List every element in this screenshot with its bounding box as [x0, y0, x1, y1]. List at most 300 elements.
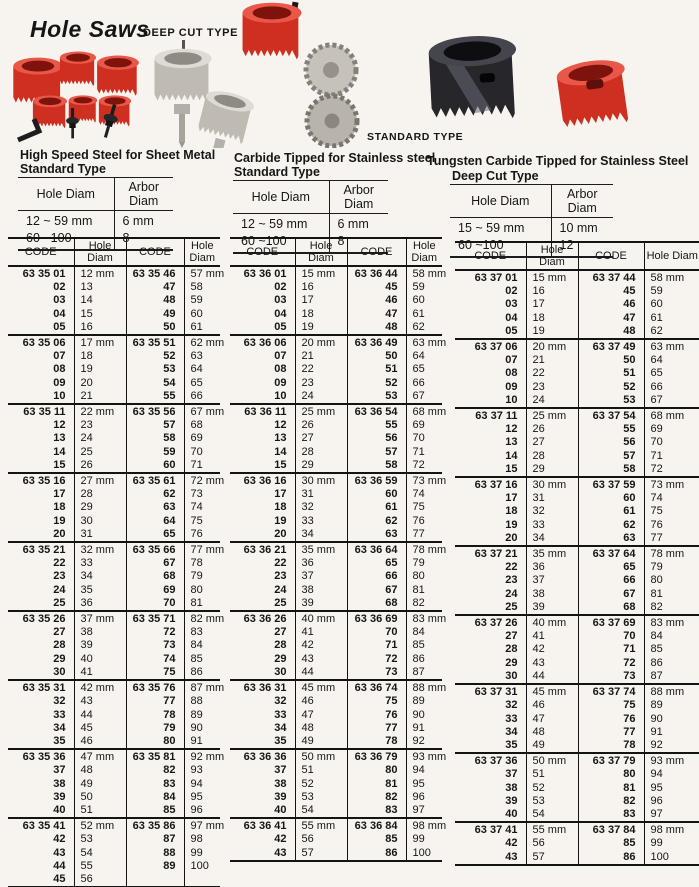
diam-cell: 89 — [184, 709, 220, 722]
code-cell: 66 — [347, 570, 406, 583]
diam-cell: 58 — [184, 281, 220, 294]
spec-cell: 6 mm — [329, 214, 388, 233]
code-cell: 40 — [53, 803, 66, 816]
spec-cell: 12 — [551, 237, 613, 258]
row-group — [230, 818, 447, 861]
diam-cell: 28 — [526, 450, 578, 463]
code-cell: 63 37 01 — [474, 272, 518, 284]
code-cell: 63 36 06 — [243, 337, 287, 350]
diam-cell: 94 — [184, 778, 220, 791]
table-row — [455, 477, 699, 492]
table-row — [8, 432, 220, 445]
diam-cell: 89 — [406, 695, 442, 708]
code-cell: 63 36 49 — [347, 335, 406, 350]
diam-cell: 43 — [74, 695, 126, 708]
row-group — [8, 749, 225, 818]
code-cell: 63 36 64 — [347, 542, 406, 557]
diam-cell: 18 — [74, 350, 126, 363]
diam-cell: 42 mm — [74, 680, 126, 695]
table-row — [455, 408, 699, 423]
diam-cell: 72 — [406, 459, 442, 473]
code-cell: 88 — [126, 847, 184, 860]
diam-cell: 27 — [295, 432, 347, 445]
code-cell: 64 — [126, 515, 184, 528]
code-cell: 43 — [274, 846, 287, 859]
table-row — [8, 501, 220, 514]
spec-col-header: Hole Diam — [18, 178, 114, 211]
table-row — [455, 615, 699, 630]
table-row — [230, 404, 442, 419]
diam-cell: 23 — [74, 419, 126, 432]
table-row — [230, 570, 442, 583]
diam-cell: 12 mm — [74, 266, 126, 281]
code-cell: 43 — [505, 850, 518, 863]
table-row — [230, 695, 442, 708]
diam-cell: 95 — [184, 791, 220, 804]
code-cell: 78 — [578, 739, 644, 753]
code-cell: 17 — [274, 488, 287, 501]
diam-cell: 17 mm — [74, 335, 126, 350]
diam-cell: 45 — [74, 722, 126, 735]
code-cell: 63 37 64 — [578, 546, 644, 561]
table-row — [8, 377, 220, 390]
code-cell: 77 — [126, 695, 184, 708]
diam-cell: 62 — [644, 325, 699, 339]
table-row — [8, 266, 220, 281]
code-cell: 63 37 84 — [578, 822, 644, 837]
code-cell: 45 — [578, 285, 644, 298]
table-row — [8, 597, 220, 611]
col-header: Hole Diam — [526, 242, 578, 270]
code-cell: 46 — [347, 294, 406, 307]
table-row — [8, 749, 220, 764]
table-row — [230, 501, 442, 514]
spec-cell: 12 ~ 59 mm — [241, 217, 308, 231]
diam-cell: 62 — [406, 321, 442, 335]
diam-cell: 69 — [184, 432, 220, 445]
code-cell: 08 — [274, 363, 287, 376]
diam-cell: 59 — [184, 294, 220, 307]
diam-cell: 75 — [184, 515, 220, 528]
diam-cell: 15 — [74, 308, 126, 321]
diam-cell: 19 — [74, 363, 126, 376]
code-cell: 28 — [53, 639, 66, 652]
diam-cell: 34 — [295, 528, 347, 542]
table-row — [455, 436, 699, 449]
diam-cell: 68 mm — [644, 408, 699, 423]
table-row — [230, 281, 442, 294]
table-row — [8, 557, 220, 570]
diam-cell: 25 mm — [526, 408, 578, 423]
diam-cell: 13 — [74, 281, 126, 294]
code-cell: 76 — [347, 709, 406, 722]
table-row — [230, 335, 442, 350]
table-row — [230, 488, 442, 501]
diam-cell: 62 mm — [184, 335, 220, 350]
table-row — [230, 833, 442, 846]
code-cell: 55 — [126, 390, 184, 404]
diam-cell: 74 — [184, 501, 220, 514]
code-cell: 63 37 11 — [475, 410, 518, 423]
diam-cell: 16 — [74, 321, 126, 335]
diam-cell: 41 — [74, 666, 126, 680]
code-cell: 50 — [578, 354, 644, 367]
table-row — [8, 473, 220, 488]
code-cell: 72 — [578, 657, 644, 670]
code-cell: 13 — [505, 436, 518, 449]
hole-saw-set-photo — [13, 51, 139, 140]
diam-cell: 22 — [526, 367, 578, 380]
diam-cell: 76 — [644, 519, 699, 532]
code-cell: 28 — [274, 639, 287, 652]
col-header: Hole Diam — [74, 238, 126, 266]
table-row — [230, 321, 442, 335]
code-cell: 07 — [505, 354, 518, 367]
diam-cell: 19 — [295, 321, 347, 335]
diam-cell: 17 — [295, 294, 347, 307]
spec-row — [233, 214, 388, 233]
diam-cell: 28 — [295, 446, 347, 459]
code-cell: 58 — [578, 463, 644, 477]
diam-cell: 25 — [74, 446, 126, 459]
diam-cell: 93 — [184, 764, 220, 777]
row-group — [455, 753, 699, 822]
code-cell: 48 — [347, 321, 406, 335]
code-cell: 68 — [578, 601, 644, 615]
diam-cell: 71 — [406, 446, 442, 459]
code-cell: 33 — [505, 712, 518, 725]
code-cell: 63 36 79 — [347, 749, 406, 764]
table-row — [455, 588, 699, 601]
table-row — [230, 446, 442, 459]
code-cell: 10 — [505, 393, 518, 406]
code-cell: 05 — [53, 320, 66, 333]
code-cell: 38 — [274, 777, 287, 790]
code-cell: 42 — [505, 837, 518, 850]
code-cell: 04 — [505, 311, 518, 324]
code-cell: 63 37 69 — [578, 615, 644, 630]
spec-cell: 12 ~ 59 mm — [26, 214, 93, 228]
table-row — [8, 653, 220, 666]
diam-cell: 51 — [295, 764, 347, 777]
code-cell: 85 — [126, 804, 184, 818]
code-cell: 37 — [274, 764, 287, 777]
diam-cell: 77 — [406, 528, 442, 542]
diam-cell: 52 — [526, 782, 578, 795]
table-row — [8, 363, 220, 376]
code-cell: 35 — [53, 734, 66, 747]
code-cell: 18 — [274, 501, 287, 514]
code-cell: 27 — [505, 630, 518, 643]
code-cell: 51 — [347, 363, 406, 376]
diam-cell: 88 mm — [644, 684, 699, 699]
table-row — [230, 818, 442, 833]
code-cell: 30 — [274, 665, 287, 678]
code-cell: 30 — [53, 665, 66, 678]
code-cell: 05 — [274, 320, 287, 333]
spec-col-header: Arbor Diam — [114, 178, 173, 211]
spec-cell: 60 ~100 — [26, 230, 72, 245]
code-cell: 61 — [578, 505, 644, 518]
spec-col-header: Hole Diam — [233, 181, 329, 214]
diam-cell: 39 — [295, 597, 347, 611]
col-header: Hole Diam — [295, 238, 347, 266]
code-cell: 89 — [126, 860, 184, 873]
table-row — [455, 532, 699, 546]
code-cell: 51 — [578, 367, 644, 380]
code-cell: 63 35 16 — [22, 475, 66, 488]
code-cell: 78 — [347, 735, 406, 749]
code-cell: 08 — [53, 363, 66, 376]
table-row — [455, 643, 699, 656]
code-cell: 39 — [53, 790, 66, 803]
diam-cell: 61 — [184, 321, 220, 335]
code-cell: 63 35 51 — [126, 335, 184, 350]
code-cell: 63 35 56 — [126, 404, 184, 419]
code-cell: 85 — [578, 837, 644, 850]
code-cell: 83 — [126, 778, 184, 791]
table-row — [455, 601, 699, 615]
code-cell: 23 — [53, 570, 66, 583]
diam-cell: 44 — [526, 670, 578, 684]
diam-cell: 35 — [74, 584, 126, 597]
code-cell: 09 — [53, 376, 66, 389]
table-row — [8, 847, 220, 860]
table-row — [230, 350, 442, 363]
diam-cell: 26 — [74, 459, 126, 473]
diam-cell: 60 — [644, 298, 699, 311]
diam-cell: 64 — [184, 363, 220, 376]
subtable-1 — [8, 237, 225, 887]
diam-cell: 60 — [184, 308, 220, 321]
code-cell: 67 — [347, 584, 406, 597]
table-row — [455, 561, 699, 574]
diam-cell: 50 mm — [526, 753, 578, 768]
diam-cell: 33 — [295, 515, 347, 528]
code-cell: 57 — [126, 419, 184, 432]
diam-cell: 41 — [526, 630, 578, 643]
diam-cell: 93 mm — [406, 749, 442, 764]
code-cell: 50 — [126, 321, 184, 335]
diam-cell: 96 — [406, 791, 442, 804]
diam-cell: 40 mm — [295, 611, 347, 626]
code-cell: 63 35 76 — [126, 680, 184, 695]
diam-cell: 29 — [295, 459, 347, 473]
code-cell: 02 — [505, 285, 518, 298]
table-row — [230, 722, 442, 735]
code-cell: 67 — [126, 557, 184, 570]
table-row — [230, 709, 442, 722]
code-cell: 83 — [578, 808, 644, 822]
diam-cell: 19 — [526, 325, 578, 339]
code-cell: 27 — [274, 626, 287, 639]
row-group — [8, 473, 225, 542]
code-cell: 63 35 36 — [22, 751, 66, 764]
diam-cell: 52 mm — [74, 818, 126, 833]
diam-cell: 34 — [74, 570, 126, 583]
row-group — [455, 477, 699, 546]
code-cell: 66 — [578, 574, 644, 587]
code-cell: 63 35 06 — [22, 337, 66, 350]
code-cell: 63 36 01 — [243, 268, 287, 280]
code-cell: 81 — [347, 778, 406, 791]
diam-cell: 90 — [184, 722, 220, 735]
code-cell: 44 — [53, 859, 66, 872]
diam-cell: 20 mm — [295, 335, 347, 350]
diam-cell: 100 — [184, 860, 220, 873]
diam-cell: 46 — [526, 699, 578, 712]
deep-cut-hole-saw-photo — [155, 40, 212, 148]
code-cell: 13 — [53, 432, 66, 445]
diam-cell: 85 — [644, 643, 699, 656]
code-cell: 63 36 31 — [243, 682, 287, 695]
code-cell: 63 36 84 — [347, 818, 406, 833]
diam-cell: 87 — [406, 666, 442, 680]
code-cell: 77 — [347, 722, 406, 735]
diam-cell: 56 — [74, 873, 126, 887]
table-row — [455, 325, 699, 339]
diam-cell: 44 — [295, 666, 347, 680]
col-header: CODE — [578, 242, 644, 270]
diam-cell: 79 — [406, 557, 442, 570]
subtable-2 — [230, 237, 447, 862]
table-row — [8, 791, 220, 804]
diam-cell: 71 — [644, 450, 699, 463]
standard-type-label: STANDARD TYPE — [367, 131, 464, 143]
table-row — [230, 557, 442, 570]
table-row — [230, 459, 442, 473]
table-row — [455, 726, 699, 739]
code-cell: 60 — [578, 492, 644, 505]
code-cell: 22 — [505, 561, 518, 574]
table-row — [230, 390, 442, 404]
code-cell: 63 36 41 — [243, 820, 287, 833]
code-cell: 72 — [126, 626, 184, 639]
code-cell: 71 — [578, 643, 644, 656]
code-cell: 70 — [347, 626, 406, 639]
diam-cell: 44 — [74, 709, 126, 722]
diam-cell: 64 — [406, 350, 442, 363]
diam-cell: 40 — [74, 653, 126, 666]
table-row — [230, 363, 442, 376]
code-cell: 05 — [505, 324, 518, 337]
table-row — [8, 735, 220, 749]
red-hole-saw-photo — [555, 56, 632, 131]
diam-cell: 87 — [644, 670, 699, 684]
diam-cell: 50 mm — [295, 749, 347, 764]
code-cell: 86 — [578, 851, 644, 865]
table-row — [8, 570, 220, 583]
table-row — [230, 611, 442, 626]
code-cell: 45 — [53, 872, 66, 885]
diam-cell: 42 — [526, 643, 578, 656]
diam-cell: 64 — [644, 354, 699, 367]
diam-cell: 90 — [406, 709, 442, 722]
table-row — [230, 584, 442, 597]
row-group — [455, 684, 699, 753]
diam-cell: 83 mm — [644, 615, 699, 630]
diam-cell: 78 — [184, 557, 220, 570]
col-header: CODE — [8, 238, 74, 266]
table-row — [455, 546, 699, 561]
code-cell: 02 — [274, 281, 287, 294]
code-cell: 25 — [505, 600, 518, 613]
diam-cell: 36 — [526, 561, 578, 574]
diam-cell: 31 — [526, 492, 578, 505]
diam-cell: 48 — [295, 722, 347, 735]
row-group — [230, 335, 447, 404]
diam-cell: 97 mm — [184, 818, 220, 833]
diam-cell: 79 — [644, 561, 699, 574]
diam-cell: 21 — [526, 354, 578, 367]
code-cell: 70 — [578, 630, 644, 643]
diam-cell: 67 — [644, 394, 699, 408]
diam-cell: 68 — [184, 419, 220, 432]
code-cell: 07 — [274, 350, 287, 363]
diam-cell: 60 — [406, 294, 442, 307]
code-cell: 53 — [578, 394, 644, 408]
spec-cell: 15 ~ 59 mm — [458, 221, 525, 235]
col-header: CODE — [455, 242, 526, 270]
diam-cell: 86 — [184, 666, 220, 680]
diam-cell: 61 — [406, 308, 442, 321]
row-group — [230, 473, 447, 542]
diam-cell: 71 — [184, 459, 220, 473]
code-cell: 35 — [505, 738, 518, 751]
code-cell: 83 — [347, 804, 406, 818]
table-row — [455, 381, 699, 394]
code-cell: 82 — [347, 791, 406, 804]
table-row — [8, 446, 220, 459]
diam-cell: 81 — [644, 588, 699, 601]
code-cell: 70 — [126, 597, 184, 611]
spec-row — [18, 211, 173, 230]
table-row — [230, 764, 442, 777]
diam-cell: 32 — [526, 505, 578, 518]
diam-cell: 70 — [644, 436, 699, 449]
diam-cell: 27 — [526, 436, 578, 449]
code-cell: 22 — [274, 557, 287, 570]
diam-cell: 18 — [295, 308, 347, 321]
diam-cell: 76 — [406, 515, 442, 528]
code-cell: 10 — [274, 389, 287, 402]
diam-cell: 81 — [184, 597, 220, 611]
table-row — [230, 749, 442, 764]
spec-cell: 6 mm — [114, 211, 173, 230]
code-cell: 14 — [505, 449, 518, 462]
diam-cell: 66 — [184, 390, 220, 404]
diam-cell: 84 — [184, 639, 220, 652]
diam-cell: 67 — [406, 390, 442, 404]
table-row — [455, 312, 699, 325]
code-cell: 59 — [126, 446, 184, 459]
table-row — [8, 308, 220, 321]
diam-cell: 37 mm — [74, 611, 126, 626]
row-group — [230, 404, 447, 473]
code-cell: 67 — [578, 588, 644, 601]
large-red-hole-saw-photo — [243, 2, 302, 60]
code-cell: 63 35 21 — [22, 544, 66, 557]
diam-cell: 63 — [184, 350, 220, 363]
code-cell: 63 36 59 — [347, 473, 406, 488]
code-cell: 63 36 26 — [243, 613, 287, 626]
code-cell: 73 — [126, 639, 184, 652]
diam-cell: 24 — [295, 390, 347, 404]
diam-cell: 63 mm — [644, 339, 699, 354]
code-cell: 77 — [578, 726, 644, 739]
diam-cell: 33 — [74, 557, 126, 570]
diam-cell: 91 — [184, 735, 220, 749]
